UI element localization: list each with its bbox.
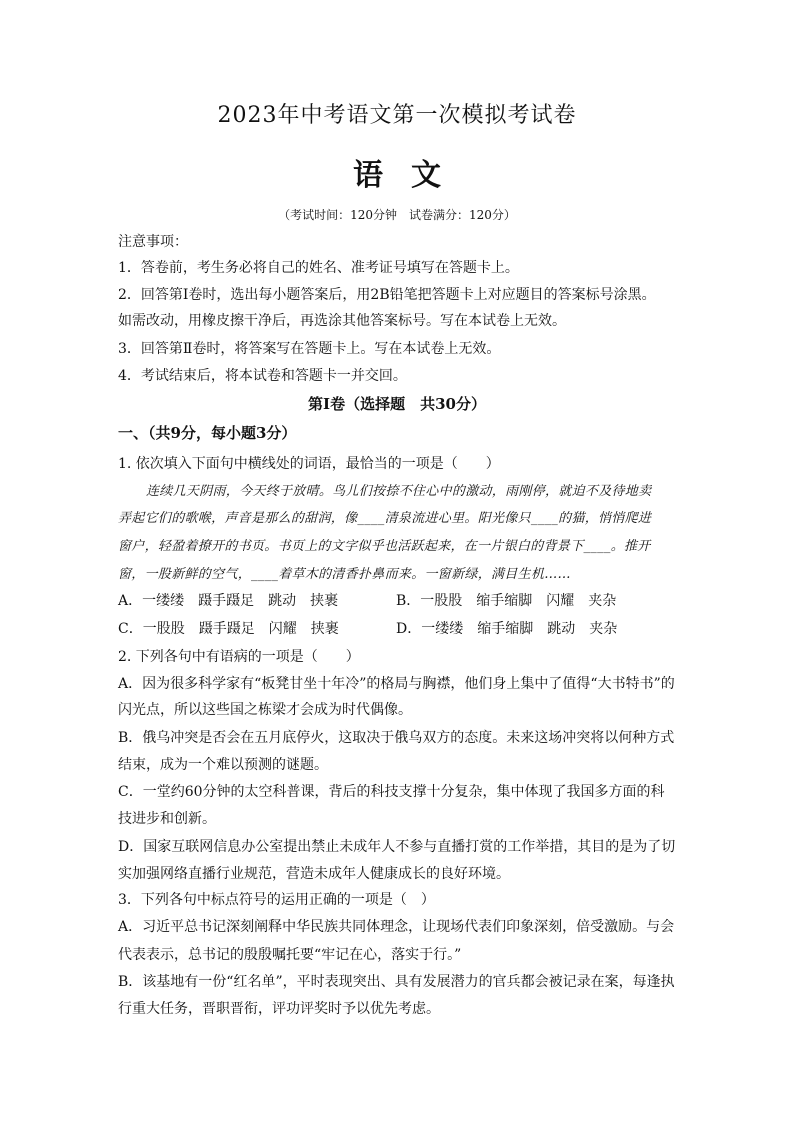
q3-option-a-line-2: 代表表示，总书记的殷殷嘱托要“牢记在心，落实于行。” [118, 947, 462, 963]
note-2-line-1: 2．回答第Ⅰ卷时，选出每小题答案后，用2B铅笔把答题卡上对应题目的答案标号涂黑。 [118, 287, 656, 303]
q1-passage-line-4: 窗，一股新鲜的空气，____着草木的清香扑鼻而来。一窗新绿，满目生机…… [118, 567, 571, 582]
q2-option-a-line-1: A．因为很多科学家有“板凳甘坐十年冷”的格局与胸襟，他们身上集中了值得“大书特书”的 [118, 676, 675, 692]
subject-heading: 语文 [353, 158, 469, 193]
q1-stem: 1. 依次填入下面句中横线处的词语，最恰当的一项是（ ） [118, 456, 500, 472]
q1-option-c: C．一股股 蹑手蹑足 闪耀 挟裹 [118, 621, 339, 637]
q1-passage-line-3: 窗户，轻盈着撩开的书页。书页上的文字似乎也活跃起来，在一片银白的背景下____。推开 [118, 539, 651, 554]
q2-option-c-line-1: C．一堂约60分钟的太空科普课，背后的科技支撑十分复杂，集中体现了我国多方面的科 [118, 784, 665, 800]
note-4: 4．考试结束后，将本试卷和答题卡一并交回。 [118, 368, 407, 384]
part-one-heading: 一、（共9分，每小题3分） [118, 424, 297, 442]
q1-option-b: B．一股股 缩手缩脚 闪耀 夹杂 [396, 593, 617, 609]
q3-stem: 3．下列各句中标点符号的运用正确的一项是（ ） [118, 892, 435, 908]
q1-option-a: A．一缕缕 蹑手蹑足 跳动 挟裹 [118, 593, 339, 609]
note-1: 1．答卷前，考生务必将自己的姓名、准考证号填写在答题卡上。 [118, 260, 519, 276]
notes-heading: 注意事项： [118, 234, 188, 250]
note-2-line-2: 如需改动，用橡皮擦干净后，再选涂其他答案标号。写在本试卷上无效。 [118, 313, 566, 329]
exam-title: 2023年中考语文第一次模拟考试卷 [217, 103, 577, 128]
q1-passage-line-1: 连续几天阴雨，今天终于放晴。鸟儿们按捺不住心中的激动，雨刚停，就迫不及待地卖 [146, 484, 652, 499]
q2-stem: 2. 下列各句中有语病的一项是（ ） [118, 649, 360, 665]
q3-option-a-line-1: A．习近平总书记深刻阐释中华民族共同体理念，让现场代表们印象深刻，倍受激励。与会 [118, 919, 675, 935]
exam-info: （考试时间：120分钟 试卷满分：120分） [278, 208, 516, 222]
q1-option-d: D．一缕缕 缩手缩脚 跳动 夹杂 [396, 621, 618, 637]
q2-option-d-line-1: D．国家互联网信息办公室提出禁止未成年人不参与直播打赏的工作举措，其目的是为了切 [118, 839, 676, 855]
q2-option-b-line-1: B．俄乌冲突是否会在五月底停火，这取决于俄乌双方的态度。未来这场冲突将以何种方式 [118, 730, 675, 746]
q1-passage-line-2: 弄起它们的歌喉，声音是那么的甜润，像____清泉流进心里。阳光像只____的猫，悄悄爬进 [118, 511, 652, 526]
q2-option-c-line-2: 技进步和创新。 [118, 811, 216, 827]
q3-option-b-line-1: B．该基地有一份“红名单”，平时表现突出、具有发展潜力的官兵都会被记录在案，每逢执 [118, 974, 675, 990]
q2-option-a-line-2: 闪光点，所以这些国之栋梁才会成为时代偶像。 [118, 702, 412, 718]
q2-option-b-line-2: 结束，成为一个难以预测的谜题。 [118, 757, 328, 773]
q2-option-d-line-2: 实加强网络直播行业规范，营造未成年人健康成长的良好环境。 [118, 866, 510, 882]
q3-option-b-line-2: 行重大任务，晋职晋衔，评功评奖时予以优先考虑。 [118, 1001, 440, 1017]
section-title: 第Ⅰ卷（选择题 共30分） [308, 395, 486, 413]
note-3: 3．回答第Ⅱ卷时，将答案写在答题卡上。写在本试卷上无效。 [118, 341, 501, 357]
